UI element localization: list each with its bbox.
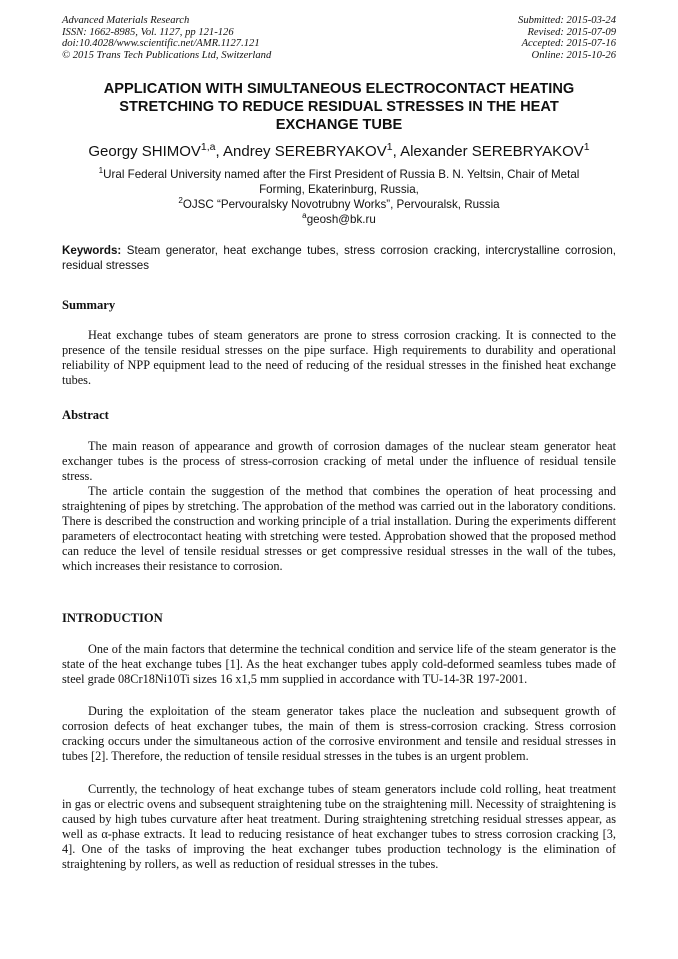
author-affiliation-mark: 1 — [583, 141, 590, 153]
author-separator: , — [215, 143, 224, 160]
introduction-paragraph: One of the main factors that determine the technical condition and service life of the steam generator is the state of the heat exchange tubes [1]. As the heat exchanger tubes apply cold-deformed seamless tubes made of steel grade 08Cr18Ni10Ti sizes 16 x1,5 mm supplied in accordance with TU-14-3R 197-2001. — [62, 642, 616, 687]
journal-issn: ISSN: 1662-8985, Vol. 1127, pp 121-126 — [62, 26, 234, 38]
abstract-paragraph: The article contain the suggestion of the method that combines the operation of heat processing and straightening of pipes by stretching. The approbation of the method was carried out in the laboratory conditions. There is described the construction and working principle of a trial installation. During the experiments different parameters of electrocontact heating with stretching were tested. Approbation showed that the proposed method can reduce the level of tensile residual stresses or get compressive residual stresses in the wall of the tubes, which increases their resistance to corrosion. — [62, 484, 616, 574]
affiliation-text: OJSC “Pervouralsky Novotrubny Works”, Pervouralsk, Russia — [182, 198, 500, 211]
affiliation-1 — [62, 167, 616, 182]
date-revised: Revised: 2015-07-09 — [527, 26, 616, 38]
affiliations — [62, 167, 616, 227]
affiliation-1-cont: Forming, Ekaterinburg, Russia, — [259, 183, 419, 196]
author-separator: , — [392, 143, 401, 160]
email-text: geosh@bk.ru — [306, 213, 376, 226]
author-name: Andrey SEREBRYAKOV — [223, 143, 387, 160]
journal-name: Advanced Materials Research — [62, 15, 190, 26]
affiliation-mark: 1 — [98, 166, 104, 176]
introduction-paragraph: Currently, the technology of heat exchange tubes of steam generators include cold rolling, heat treatment in gas or electric ovens and subsequent straightening tube on the straightening mill. Necessity of straightening is caused by high tubes curvature after heat treatment. During straightening stretching residual stresses appear, as well as α-phase extracts. It lead to reducing resistance of heat exchanger tubes to stress corrosion cracking [3, 4]. One of the tasks of improving the heat exchanger tubes production technology is the elimination of straightening by rollers, as well as reduction of residual stresses in the tubes. — [62, 782, 616, 872]
date-accepted: Accepted: 2015-07-16 — [521, 38, 616, 50]
author-list — [40, 142, 638, 162]
abstract-paragraph: The main reason of appearance and growth of corrosion damages of the nuclear steam generator heat exchanger tubes is the process of stress-corrosion cracking of metal under the influence of residual tensile stress. — [62, 439, 616, 484]
author-email — [62, 212, 616, 227]
journal-header-left — [62, 15, 271, 61]
title-line: EXCHANGE TUBE — [275, 117, 403, 133]
paper-title — [62, 80, 616, 134]
email-mark: a — [302, 211, 307, 221]
section-heading-introduction: INTRODUCTION — [62, 611, 163, 625]
keywords — [62, 244, 616, 273]
author-affiliation-mark: 1 — [386, 141, 393, 153]
keywords-label: Keywords: — [62, 244, 122, 257]
journal-copyright: © 2015 Trans Tech Publications Ltd, Switzerland — [62, 49, 272, 61]
affiliation-text: Ural Federal University named after the First President of Russia B. N. Yeltsin, Chair of Metal — [103, 168, 580, 181]
journal-doi: doi:10.4028/www.scientific.net/AMR.1127.121 — [62, 38, 260, 50]
affiliation-mark: 2 — [178, 196, 183, 206]
author-affiliation-mark: 1,a — [200, 141, 216, 153]
title-line: APPLICATION WITH SIMULTANEOUS ELECTROCONTACT HEATING — [103, 81, 575, 97]
affiliation-2 — [62, 197, 616, 212]
keywords-text: Steam generator, heat exchange tubes, stress corrosion cracking, intercrystalline corrosion, residual stresses — [62, 244, 616, 272]
section-heading-summary: Summary — [62, 298, 116, 312]
date-submitted: Submitted: 2015-03-24 — [518, 15, 616, 26]
date-online: Online: 2015-10-26 — [531, 49, 616, 61]
summary-paragraph: Heat exchange tubes of steam generators are prone to stress corrosion cracking. It is connected to the presence of the tensile residual stresses on the pipe surface. High requirements to durability and operational reliability of NPP equipment lead to the need of reducing of the residual stresses in the finished heat exchange tubes. — [62, 328, 616, 388]
author-name: Alexander SEREBRYAKOV — [400, 143, 584, 160]
journal-header-right — [518, 15, 616, 61]
section-heading-abstract: Abstract — [62, 408, 109, 422]
author-name: Georgy SHIMOV — [88, 143, 201, 160]
introduction-paragraph: During the exploitation of the steam generator takes place the nucleation and subsequent growth of corrosion defects of heat exchanger tubes, the main of them is stress-corrosion cracking. Stress corrosion cracking occurs under the simultaneous action of the corrosive environment and tensile and residual stresses in tubes [2]. Therefore, the reduction of tensile residual stresses in the tubes is an urgent problem. — [62, 704, 616, 764]
title-line: STRETCHING TO REDUCE RESIDUAL STRESSES IN THE HEAT — [119, 99, 559, 115]
